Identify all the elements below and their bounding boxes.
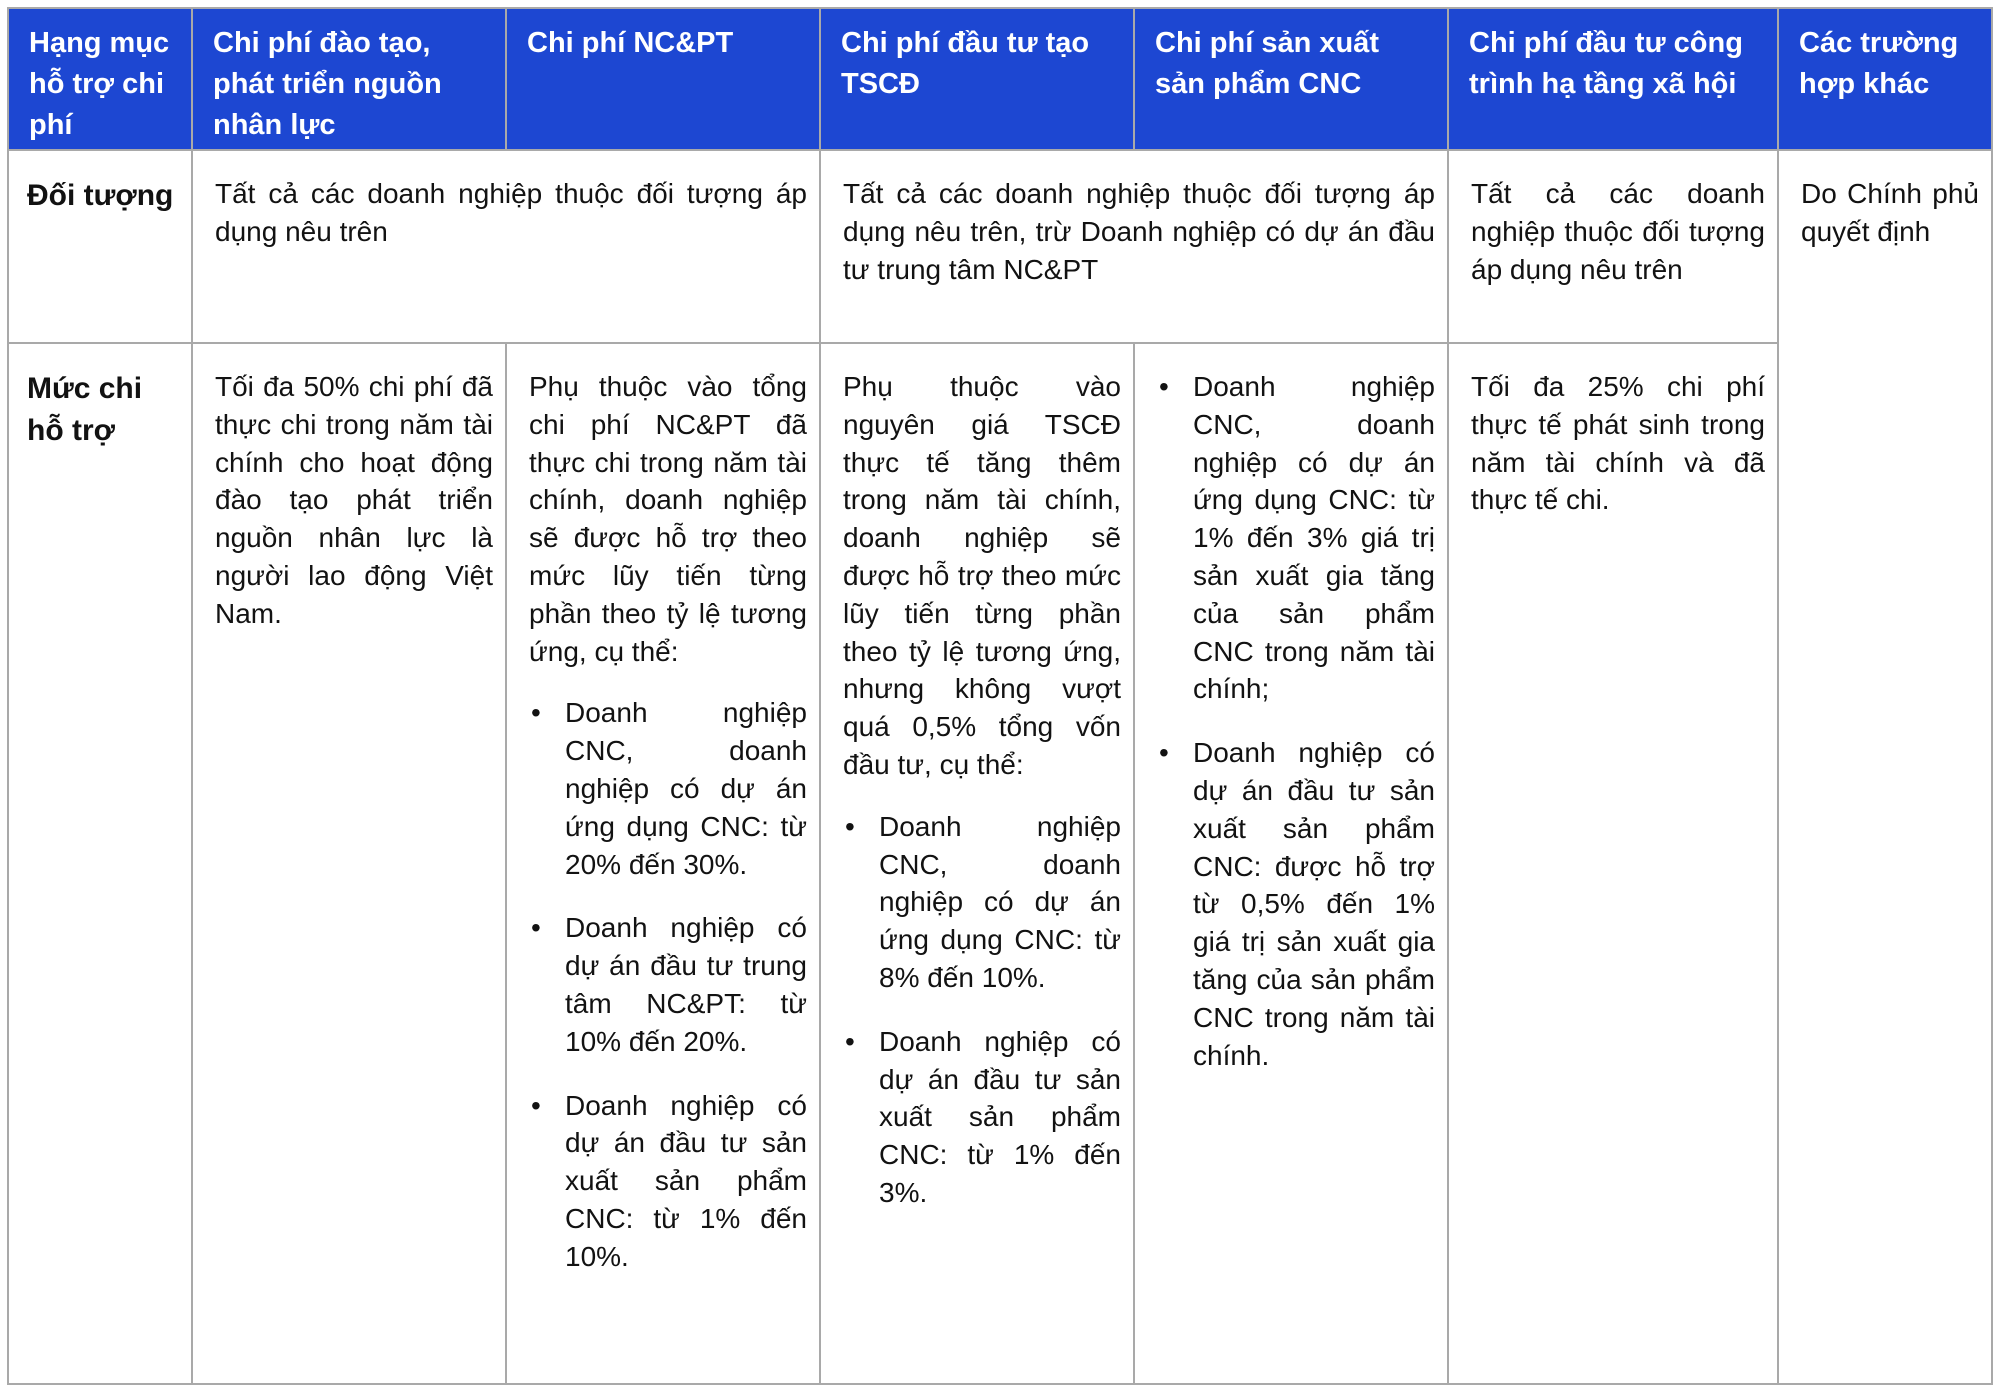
bullet-item: • Doanh nghiệp CNC, doanh nghiệp có dự án ứng dụng CNC: từ 20% đến 30%. <box>529 694 807 883</box>
cell-text: Tất cả các doanh nghiệp thuộc đối tượng áp dụng nêu trên <box>1471 178 1765 285</box>
cell-muc-chi-ha-tang <box>1449 344 1777 1383</box>
header-chi-phi-ncpt: Chi phí NC&PT <box>507 9 819 149</box>
cell-doi-tuong-ha-tang <box>1449 151 1777 342</box>
cell-text: Tối đa 25% chi phí thực tế phát sinh trong năm tài chính và đã thực tế chi. <box>1471 371 1765 516</box>
cell-muc-chi-ncpt <box>507 344 819 1383</box>
header-chi-phi-san-xuat-cnc: Chi phí sản xuất sản phẩm CNC <box>1135 9 1447 149</box>
cell-intro-text: Phụ thuộc vào nguyên giá TSCĐ thực tế tăng thêm trong năm tài chính, doanh nghiệp sẽ được hỗ trợ theo mức lũy tiến từng phần theo tỷ lệ tương ứng, nhưng không vượt quá 0,5% tổng vốn đầu tư, cụ thể: <box>843 371 1121 780</box>
cell-doi-tuong-dao-tao-ncpt <box>193 151 819 342</box>
cell-text: Tối đa 50% chi phí đã thực chi trong năm tài chính cho hoạt động đào tạo phát triển nguồn nhân lực là người lao động Việt Nam. <box>215 371 493 629</box>
row-label-muc-chi-ho-tro: Mức chi hỗ trợ <box>9 344 191 1383</box>
cell-text: Do Chính phủ quyết định <box>1801 178 1979 247</box>
cell-text: Tất cả các doanh nghiệp thuộc đối tượng áp dụng nêu trên <box>215 178 807 247</box>
bullet-list-ncpt <box>529 694 807 1275</box>
header-cac-truong-hop-khac: Các trường hợp khác <box>1779 9 1991 149</box>
row-label-doi-tuong: Đối tượng <box>9 151 191 342</box>
bullet-item: • Doanh nghiệp có dự án đầu tư sản xuất sản phẩm CNC: từ 1% đến 10%. <box>529 1087 807 1276</box>
bullet-item: • Doanh nghiệp có dự án đầu tư trung tâm NC&PT: từ 10% đến 20%. <box>529 909 807 1060</box>
cell-muc-chi-san-xuat-cnc <box>1135 344 1447 1383</box>
cell-text: Tất cả các doanh nghiệp thuộc đối tượng áp dụng nêu trên, trừ Doanh nghiệp có dự án đầu tư trung tâm NC&PT <box>843 178 1435 285</box>
cost-support-table <box>7 7 1993 1385</box>
header-hang-muc-ho-tro-chi-phi: Hạng mục hỗ trợ chi phí <box>9 9 191 149</box>
bullet-item: • Doanh nghiệp CNC, doanh nghiệp có dự án ứng dụng CNC: từ 1% đến 3% giá trị sản xuất gia tăng của sản phẩm CNC trong năm tài chính; <box>1157 368 1435 708</box>
cell-intro-text: Phụ thuộc vào tổng chi phí NC&PT đã thực chi trong năm tài chính, doanh nghiệp sẽ được hỗ trợ theo mức lũy tiến từng phần theo tỷ lệ tương ứng, cụ thể: <box>529 371 807 667</box>
bullet-list-tscd <box>843 808 1121 1212</box>
bullet-item: • Doanh nghiệp có dự án đầu tư sản xuất sản phẩm CNC: từ 1% đến 3%. <box>843 1023 1121 1212</box>
bullet-item: • Doanh nghiệp có dự án đầu tư sản xuất sản phẩm CNC: được hỗ trợ từ 0,5% đến 1% giá trị sản xuất gia tăng của sản phẩm CNC trong năm tài chính. <box>1157 734 1435 1074</box>
header-chi-phi-dao-tao: Chi phí đào tạo, phát triển nguồn nhân lực <box>193 9 505 149</box>
header-chi-phi-dau-tu-tscd: Chi phí đầu tư tạo TSCĐ <box>821 9 1133 149</box>
bullet-list-cnc-production <box>1157 368 1435 1074</box>
cell-muc-chi-dao-tao <box>193 344 505 1383</box>
cell-cac-truong-hop-khac <box>1779 151 1991 1383</box>
bullet-item: • Doanh nghiệp CNC, doanh nghiệp có dự án ứng dụng CNC: từ 8% đến 10%. <box>843 808 1121 997</box>
cell-doi-tuong-tscd-cnc <box>821 151 1447 342</box>
cell-muc-chi-tscd <box>821 344 1133 1383</box>
header-chi-phi-ha-tang-xa-hoi: Chi phí đầu tư công trình hạ tầng xã hội <box>1449 9 1777 149</box>
